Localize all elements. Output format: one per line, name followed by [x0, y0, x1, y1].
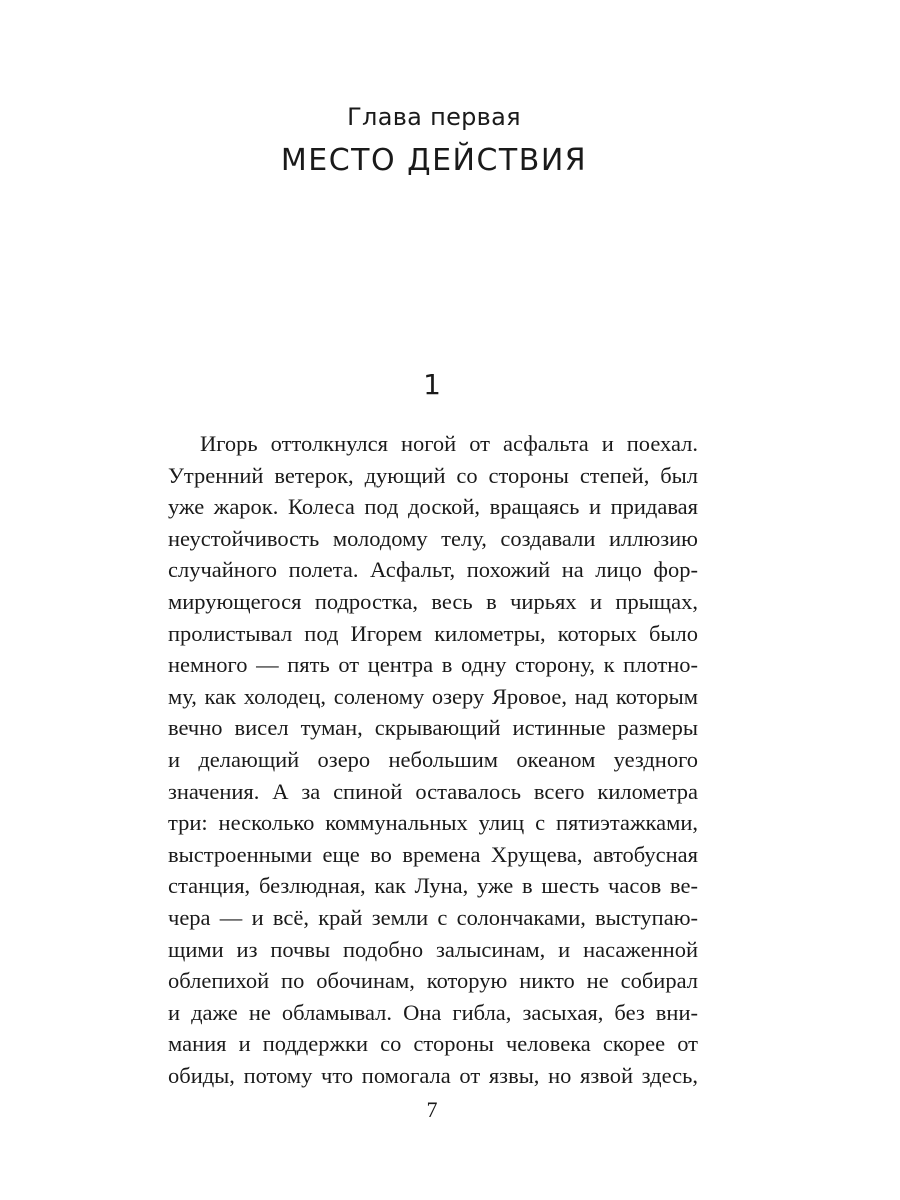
text-line: и даже не обламывал. Она гибла, засыхая, без вни- [168, 999, 698, 1025]
chapter-title: МЕСТО ДЕЙСТВИЯ [280, 143, 588, 178]
chapter-label: Глава первая [347, 103, 521, 131]
text-line: Утренний ветерок, дующий со стороны степей, был [168, 462, 698, 488]
text-line: уже жарок. Колеса под доской, вращаясь и придавая [168, 494, 698, 520]
text-line: чера — и всё, край земли с солончаками, выступаю- [168, 904, 698, 930]
text-line: немного — пять от центра в одну сторону, к плотно- [168, 652, 698, 678]
text-line: значения. А за спиной оставалось всего километра [168, 778, 698, 804]
section-number: 1 [423, 368, 441, 401]
text-line: мания и поддержки со стороны человека скорее от [168, 1031, 698, 1057]
text-line: станция, безлюдная, как Луна, уже в шесть часов ве- [168, 873, 698, 899]
text-line: три: несколько коммунальных улиц с пятиэтажками, [168, 810, 698, 836]
text-line: и делающий озеро небольшим океаном уездного [168, 746, 698, 772]
text-line: Игорь оттолкнулся ногой от асфальта и поехал. [200, 431, 698, 456]
body-text [168, 428, 698, 1091]
text-line: му, как холодец, соленому озеру Яровое, над которым [168, 683, 698, 709]
text-line: вечно висел туман, скрывающий истинные размеры [168, 715, 698, 741]
text-line: щими из почвы подобно залысинам, и насаженной [168, 936, 698, 962]
text-line: облепихой по обочинам, которую никто не собирал [168, 968, 698, 994]
text-line: обиды, потому что помогала от язвы, но язвой здесь, [168, 1062, 698, 1088]
text-line: неустойчивость молодому телу, создавали иллюзию [168, 525, 698, 551]
text-line: случайного полета. Асфальт, похожий на лицо фор- [168, 557, 698, 583]
text-line: мирующегося подростка, весь в чирьях и прыщах, [168, 588, 698, 614]
text-line: пролистывал под Игорем километры, которых было [168, 620, 698, 646]
text-line: выстроенными еще во времена Хрущева, автобусная [168, 841, 698, 867]
page-number: 7 [426, 1097, 438, 1122]
